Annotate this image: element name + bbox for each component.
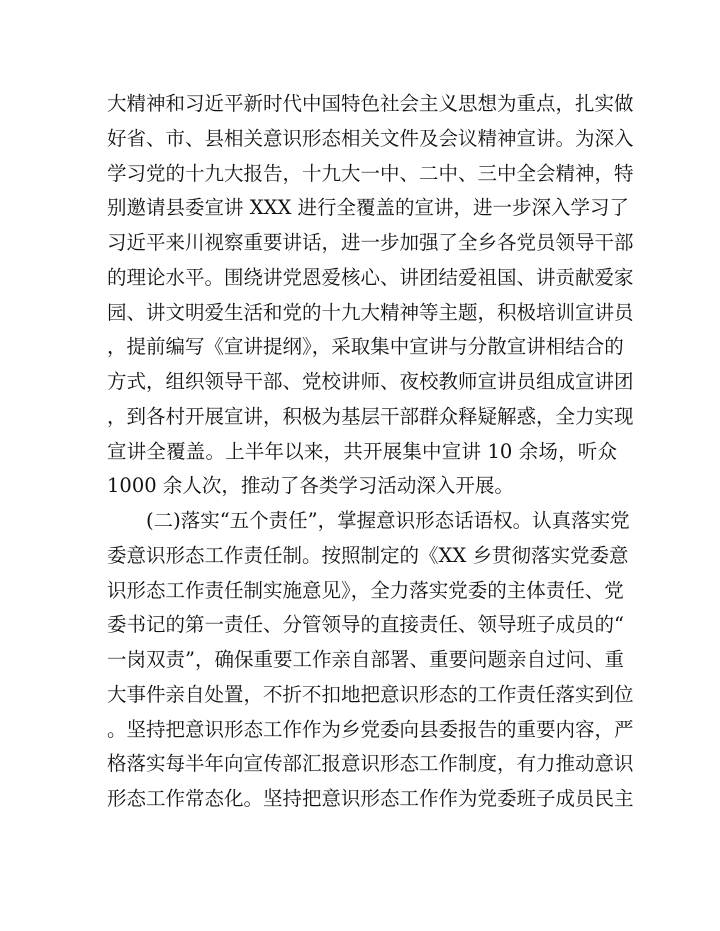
text-line: 别邀请县委宣讲 XXX 进行全覆盖的宣讲，进一步深入学习了 (107, 196, 630, 220)
text-line: 形态工作常态化。坚持把意识形态工作作为党委班子成员民主 (107, 787, 634, 810)
text-line: 。坚持把意识形态工作作为乡党委向县委报告的重要内容，严 (107, 717, 634, 741)
text-line: 格落实每半年向宣传部汇报意识形态工作制度，有力推动意识 (107, 752, 634, 776)
text-line: ，提前编写《宣讲提纲》，采取集中宣讲与分散宣讲相结合的 (107, 335, 624, 359)
text-line: 学习党的十九大报告，十九大一中、二中、三中全会精神，特 (107, 161, 634, 185)
body-text (107, 87, 634, 817)
text-line: 委意识形态工作责任制。按照制定的《XX 乡贯彻落实党委意 (107, 543, 629, 567)
text-line: 宣讲全覆盖。上半年以来，共开展集中宣讲 10 余场，听众 (107, 439, 617, 463)
text-line: 方式，组织领导干部、党校讲师、夜校教师宣讲员组成宣讲团 (107, 370, 634, 393)
text-line: 大精神和习近平新时代中国特色社会主义思想为重点，扎实做 (107, 92, 634, 115)
text-line: 园、讲文明爱生活和党的十九大精神等主题，积极培训宣讲员 (107, 300, 634, 324)
text-line: ，到各村开展宣讲，积极为基层干部群众释疑解惑，全力实现 (107, 404, 634, 428)
text-line: 一岗双责”，确保重要工作亲自部署、重要问题亲自过问、重 (107, 648, 624, 671)
paragraph-end-line: 1000 余人次，推动了各类学习活动深入开展。 (107, 474, 514, 498)
text-line: 识形态工作责任制实施意见》，全力落实党委的主体责任、党 (107, 578, 624, 602)
section-heading-line: (二)落实“五个责任”，掌握意识形态话语权。认真落实党 (146, 509, 630, 532)
text-line: 的理论水平。围绕讲党恩爱核心、讲团结爱祖国、讲贡献爱家 (107, 265, 634, 289)
text-line: 大事件亲自处置，不折不扣地把意识形态的工作责任落实到位 (107, 682, 634, 706)
text-line: 习近平来川视察重要讲话，进一步加强了全乡各党员领导干部 (107, 231, 634, 254)
text-line: 好省、市、县相关意识形态相关文件及会议精神宣讲。为深入 (107, 126, 634, 150)
text-line: 委书记的第一责任、分管领导的直接责任、领导班子成员的“ (107, 613, 624, 637)
